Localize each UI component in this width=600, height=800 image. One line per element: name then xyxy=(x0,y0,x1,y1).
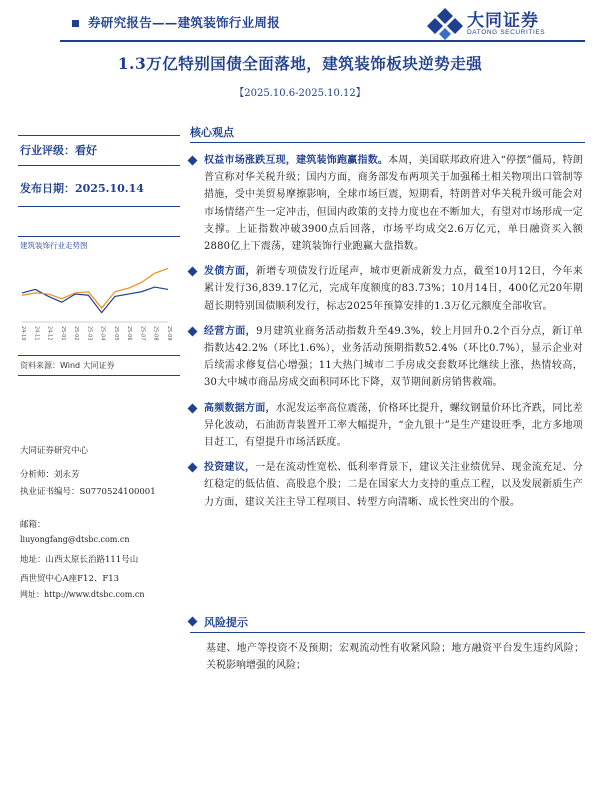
x-tick-label: 24-11 xyxy=(33,326,40,341)
x-tick-label: 24-10 xyxy=(20,326,26,341)
research-institute: 大同证券研究中心 xyxy=(20,446,89,456)
publish-date: 发布日期：2025.10.14 xyxy=(20,182,144,195)
risk-title xyxy=(188,614,248,630)
company-logo xyxy=(425,4,585,42)
sidebar-divider xyxy=(18,375,180,376)
key-point-heading: 高频数据方面， xyxy=(204,402,276,414)
bullet-diamond-icon xyxy=(188,403,198,413)
header-divider xyxy=(60,40,585,42)
risk-title-text: 风险提示 xyxy=(204,616,248,629)
key-point-heading: 经营方面， xyxy=(204,325,257,337)
analyst-name: 分析师：刘永芳 xyxy=(20,470,80,480)
industry-trend-chart xyxy=(18,252,180,352)
key-point-item xyxy=(188,459,583,511)
x-tick-label: 25-07 xyxy=(139,326,146,341)
report-title: 1.3万亿特别国债全面落地，建筑装饰板块逆势走强 xyxy=(117,54,483,73)
email-link[interactable]: liuyongfang@dtsbc.com.cn xyxy=(20,535,130,544)
x-tick-label: 25-09 xyxy=(166,326,172,341)
key-points-divider xyxy=(190,142,585,143)
sidebar-divider xyxy=(18,165,180,166)
bullet-diamond-icon xyxy=(188,617,198,627)
header-title: 券研究报告——建筑装饰行业周报 xyxy=(88,15,281,30)
key-point-body: 9月建筑业商务活动指数升至49.3%，较上月回升0.2个百分点，新订单指数达42.2%（环比1.6%），业务活动预期指数52.4%（环比0.7%），显示企业对后续需求修复信心增强；11大热门城市二手房成交套数环比继续上涨，热情较高，30大中城市商品房成交面积同环比下降，双节期间新房销售救端。 xyxy=(204,325,583,389)
key-point-item xyxy=(188,400,583,452)
key-points-list xyxy=(188,152,583,519)
key-point-item xyxy=(188,323,583,392)
logo-text-cn: 大同证券 xyxy=(467,11,539,31)
chart-bottom-border xyxy=(18,355,180,356)
key-point-heading: 权益市场涨跌互现，建筑装饰跑赢指数。 xyxy=(204,155,389,166)
logo-mark-icon xyxy=(427,6,463,40)
report-date-range: 【2025.10.6-2025.10.12】 xyxy=(234,88,366,99)
industry-rating: 行业评级：看好 xyxy=(20,144,97,157)
website-link[interactable]: 网址：http://www.dtsbc.com.cn xyxy=(20,590,145,599)
risk-body: 基建、地产等投资不及预期；宏观流动性有收紧风险；地方融资平台发生违约风险；关税影响增强的风险； xyxy=(206,643,584,672)
chart-source: 资料来源：Wind 大同证券 xyxy=(20,361,115,370)
risk-divider xyxy=(190,632,585,633)
bullet-diamond-icon xyxy=(188,463,198,473)
x-tick-label: 25-06 xyxy=(126,326,133,341)
address-line2: 西世贸中心A座F12、F13 xyxy=(20,574,120,584)
x-tick-label: 25-04 xyxy=(99,326,106,341)
x-tick-label: 25-05 xyxy=(112,326,119,341)
key-point-heading: 发债方面， xyxy=(204,266,256,278)
key-point-body: 本周，美国联邦政府进入“停摆”僵局，特朗普宣称对华关税升级；国内方面，商务部发布两项关于加强稀土相关物项出口管制等措施，受中美贸易摩擦影响，全球市场巨震，短期看，特朗普对华关税升级可能会对市场情绪产生一定冲击，但国内政策的支持力度也在不断加大，有望对市场形成一定支撑。上证指数冲破3900点后回落，市场平均成交2.6万亿元，单日融资买入额2880亿上下震荡，建筑装饰行业跑赢大盘指数。 xyxy=(204,155,583,253)
key-points-title: 核心观点 xyxy=(190,126,234,139)
logo-text-en: DATONG SECURITIES xyxy=(467,29,546,36)
chart-top-border xyxy=(18,236,180,237)
bullet-diamond-icon xyxy=(188,267,198,277)
header-square-marker xyxy=(72,20,79,27)
x-tick-label: 25-02 xyxy=(73,326,80,341)
x-tick-label: 24-12 xyxy=(46,326,53,341)
key-point-item xyxy=(188,263,583,315)
key-point-heading: 投资建议， xyxy=(204,462,256,474)
key-point-body: 新增专项债发行近尾声，城市更新成新发力点，截至10月12日，今年来累计发行36,839.17亿元，完成年度额度的83.73%；10月14日，400亿元20年期超长期特别国债顺利发行，标志2025年预算安排的1.3万亿元额度全部收官。 xyxy=(204,266,583,312)
key-point-item xyxy=(188,152,583,255)
chart-title: 建筑装饰行业走势图 xyxy=(20,241,88,250)
key-point-body: 一是在流动性宽松、低利率背景下，建议关注业绩优异、现金流充足、分红稳定的低估值、高股息个股；二是在国家大力支持的重点工程，以及发展新质生产力方面，建议关注主导工程项目、转型方向清晰、成长性突出的个股。 xyxy=(204,462,584,508)
bullet-diamond-icon xyxy=(188,326,198,336)
address: 地址：山西太原长治路111号山 xyxy=(20,555,139,565)
series-line-沪深300 xyxy=(22,268,168,308)
x-tick-label: 25-01 xyxy=(59,326,66,341)
bullet-diamond-icon xyxy=(188,156,198,166)
key-point-body: 水泥发运率高位震荡，价格环比提升，螺纹钢量价环比齐跌，同比差异化波动，石油沥青装置开工率大幅提升，“金九银十”是生产建设旺季，北方多地项目赶工，有望提升市场活跃度。 xyxy=(204,402,584,449)
license-number: 执业证书编号：S0770524100001 xyxy=(20,487,156,497)
x-tick-label: 25-08 xyxy=(152,326,159,341)
email-label: 邮箱： xyxy=(20,520,46,530)
sidebar-divider xyxy=(18,206,180,207)
x-tick-label: 25-03 xyxy=(86,326,93,341)
sidebar-divider xyxy=(18,135,180,136)
